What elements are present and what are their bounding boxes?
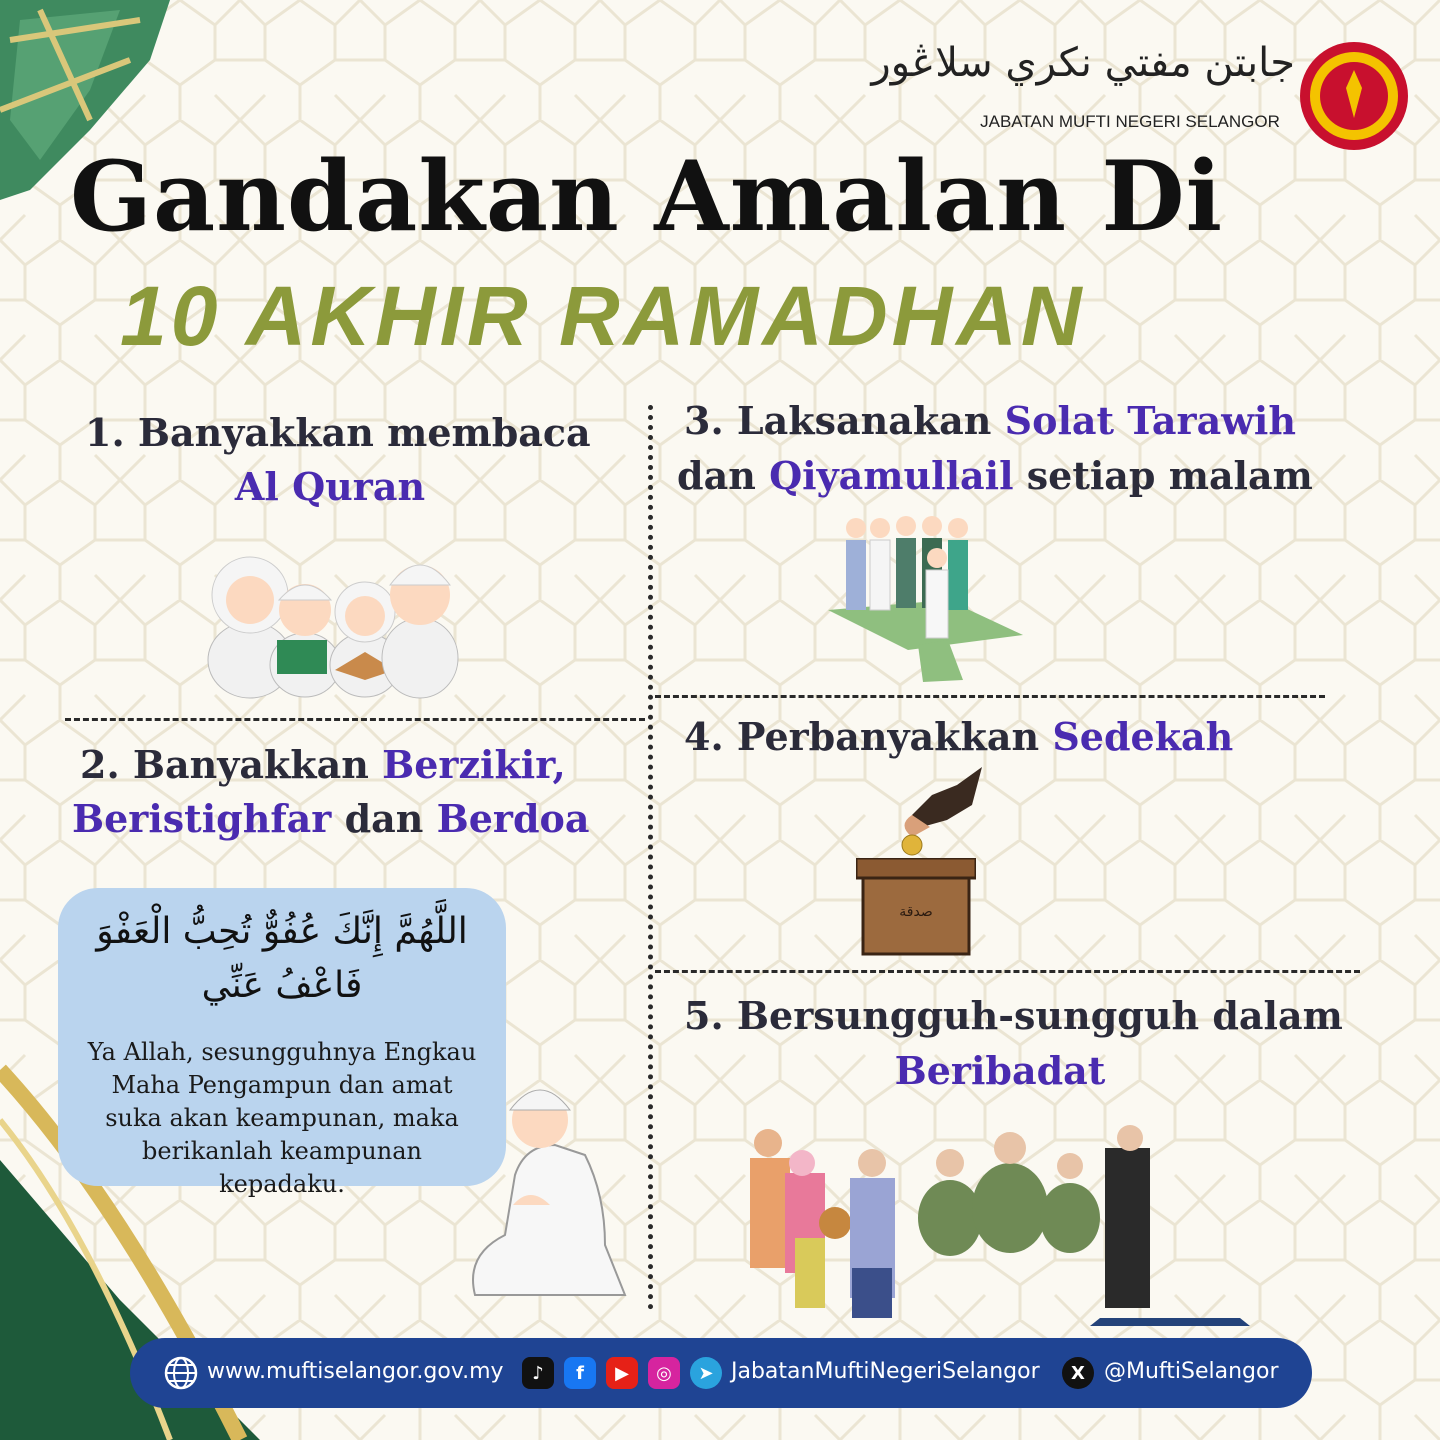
item-2-highlight-beristighfar: Beristighfar: [72, 796, 332, 841]
item-1-number: 1.: [85, 410, 125, 455]
item-3-number: 3.: [684, 398, 724, 443]
globe-icon: [163, 1355, 199, 1391]
tiktok-icon[interactable]: ♪: [522, 1357, 554, 1389]
donation-box-label: صدقة: [899, 904, 933, 920]
item-3-text-malam: setiap malam: [1026, 453, 1313, 498]
dua-translation: Ya Allah, sesungguhnya Engkau Maha Pengampun dan amat suka akan keampunan, maka berikanlah keampunan kepadaku.: [87, 1038, 477, 1198]
instagram-icon[interactable]: ◎: [648, 1357, 680, 1389]
item-3-text-dan: dan: [677, 453, 756, 498]
youtube-icon[interactable]: ▶: [606, 1357, 638, 1389]
item-2-highlight-berzikir: Berzikir,: [382, 742, 566, 787]
divider-right-1: [655, 695, 1325, 698]
item-2-line-1: [80, 742, 566, 787]
item-2-text: Banyakkan: [132, 742, 369, 787]
dua-arabic: [58, 905, 506, 1013]
item-5-highlight: Beribadat: [894, 1048, 1106, 1093]
item-1-text: Banyakkan membaca: [137, 410, 591, 455]
item-5-number: 5.: [684, 993, 724, 1038]
donation-box: [856, 858, 976, 956]
page-subtitle: 10 AKHIR RAMADHAN: [120, 269, 1086, 363]
x-handle[interactable]: @MuftiSelangor: [1104, 1359, 1279, 1384]
item-3-line-2: [677, 453, 1313, 498]
item-2-line-2: [72, 796, 589, 841]
facebook-icon[interactable]: f: [564, 1357, 596, 1389]
selangor-crest-icon: [1298, 40, 1410, 152]
item-2-text-dan: dan: [344, 796, 424, 841]
social-handle[interactable]: JabatanMuftiNegeriSelangor: [731, 1359, 1040, 1384]
item-4-highlight-sedekah: Sedekah: [1052, 714, 1234, 759]
item-3-highlight-tarawih: Solat Tarawih: [1004, 398, 1296, 443]
item-2-number: 2.: [80, 742, 120, 787]
item-3-line-1: [684, 398, 1296, 443]
item-5-line-1: [684, 993, 1343, 1038]
divider-left: [65, 718, 645, 721]
item-3-highlight-qiyamullail: Qiyamullail: [769, 453, 1014, 498]
website-link[interactable]: www.muftiselangor.gov.my: [207, 1359, 504, 1384]
item-4-line-1: [684, 714, 1233, 759]
worship-activities-illustration: [740, 1118, 1270, 1328]
item-1-line-1: [85, 410, 591, 455]
item-1-highlight: Al Quran: [234, 464, 426, 509]
item-4-number: 4.: [684, 714, 724, 759]
item-4-text: Perbanyakkan: [736, 714, 1040, 759]
logo-arabic-text: جابتن مفتي نکري سلاڠور: [871, 40, 1295, 86]
divider-right-2: [655, 970, 1360, 973]
dua-arabic-line-2: فَاعْفُ عَنِّي: [201, 965, 363, 1006]
item-3-text: Laksanakan: [736, 398, 992, 443]
children-reading-quran-illustration: [205, 540, 460, 700]
dua-arabic-line-1: اللَّهُمَّ إِنَّكَ عُفُوٌّ تُحِبُّ الْعَفْوَ: [96, 911, 468, 952]
logo-name-text: JABATAN MUFTI NEGERI SELANGOR: [980, 112, 1280, 131]
man-praying-illustration: [455, 1065, 635, 1305]
item-5-text: Bersungguh-sungguh dalam: [736, 993, 1343, 1038]
item-2-highlight-berdoa: Berdoa: [436, 796, 590, 841]
vertical-divider: [648, 405, 653, 1310]
x-icon[interactable]: X: [1062, 1357, 1094, 1389]
telegram-icon[interactable]: ➤: [690, 1357, 722, 1389]
congregation-prayer-illustration: [828, 510, 1028, 685]
page-title: Gandakan Amalan Di: [70, 140, 1224, 253]
